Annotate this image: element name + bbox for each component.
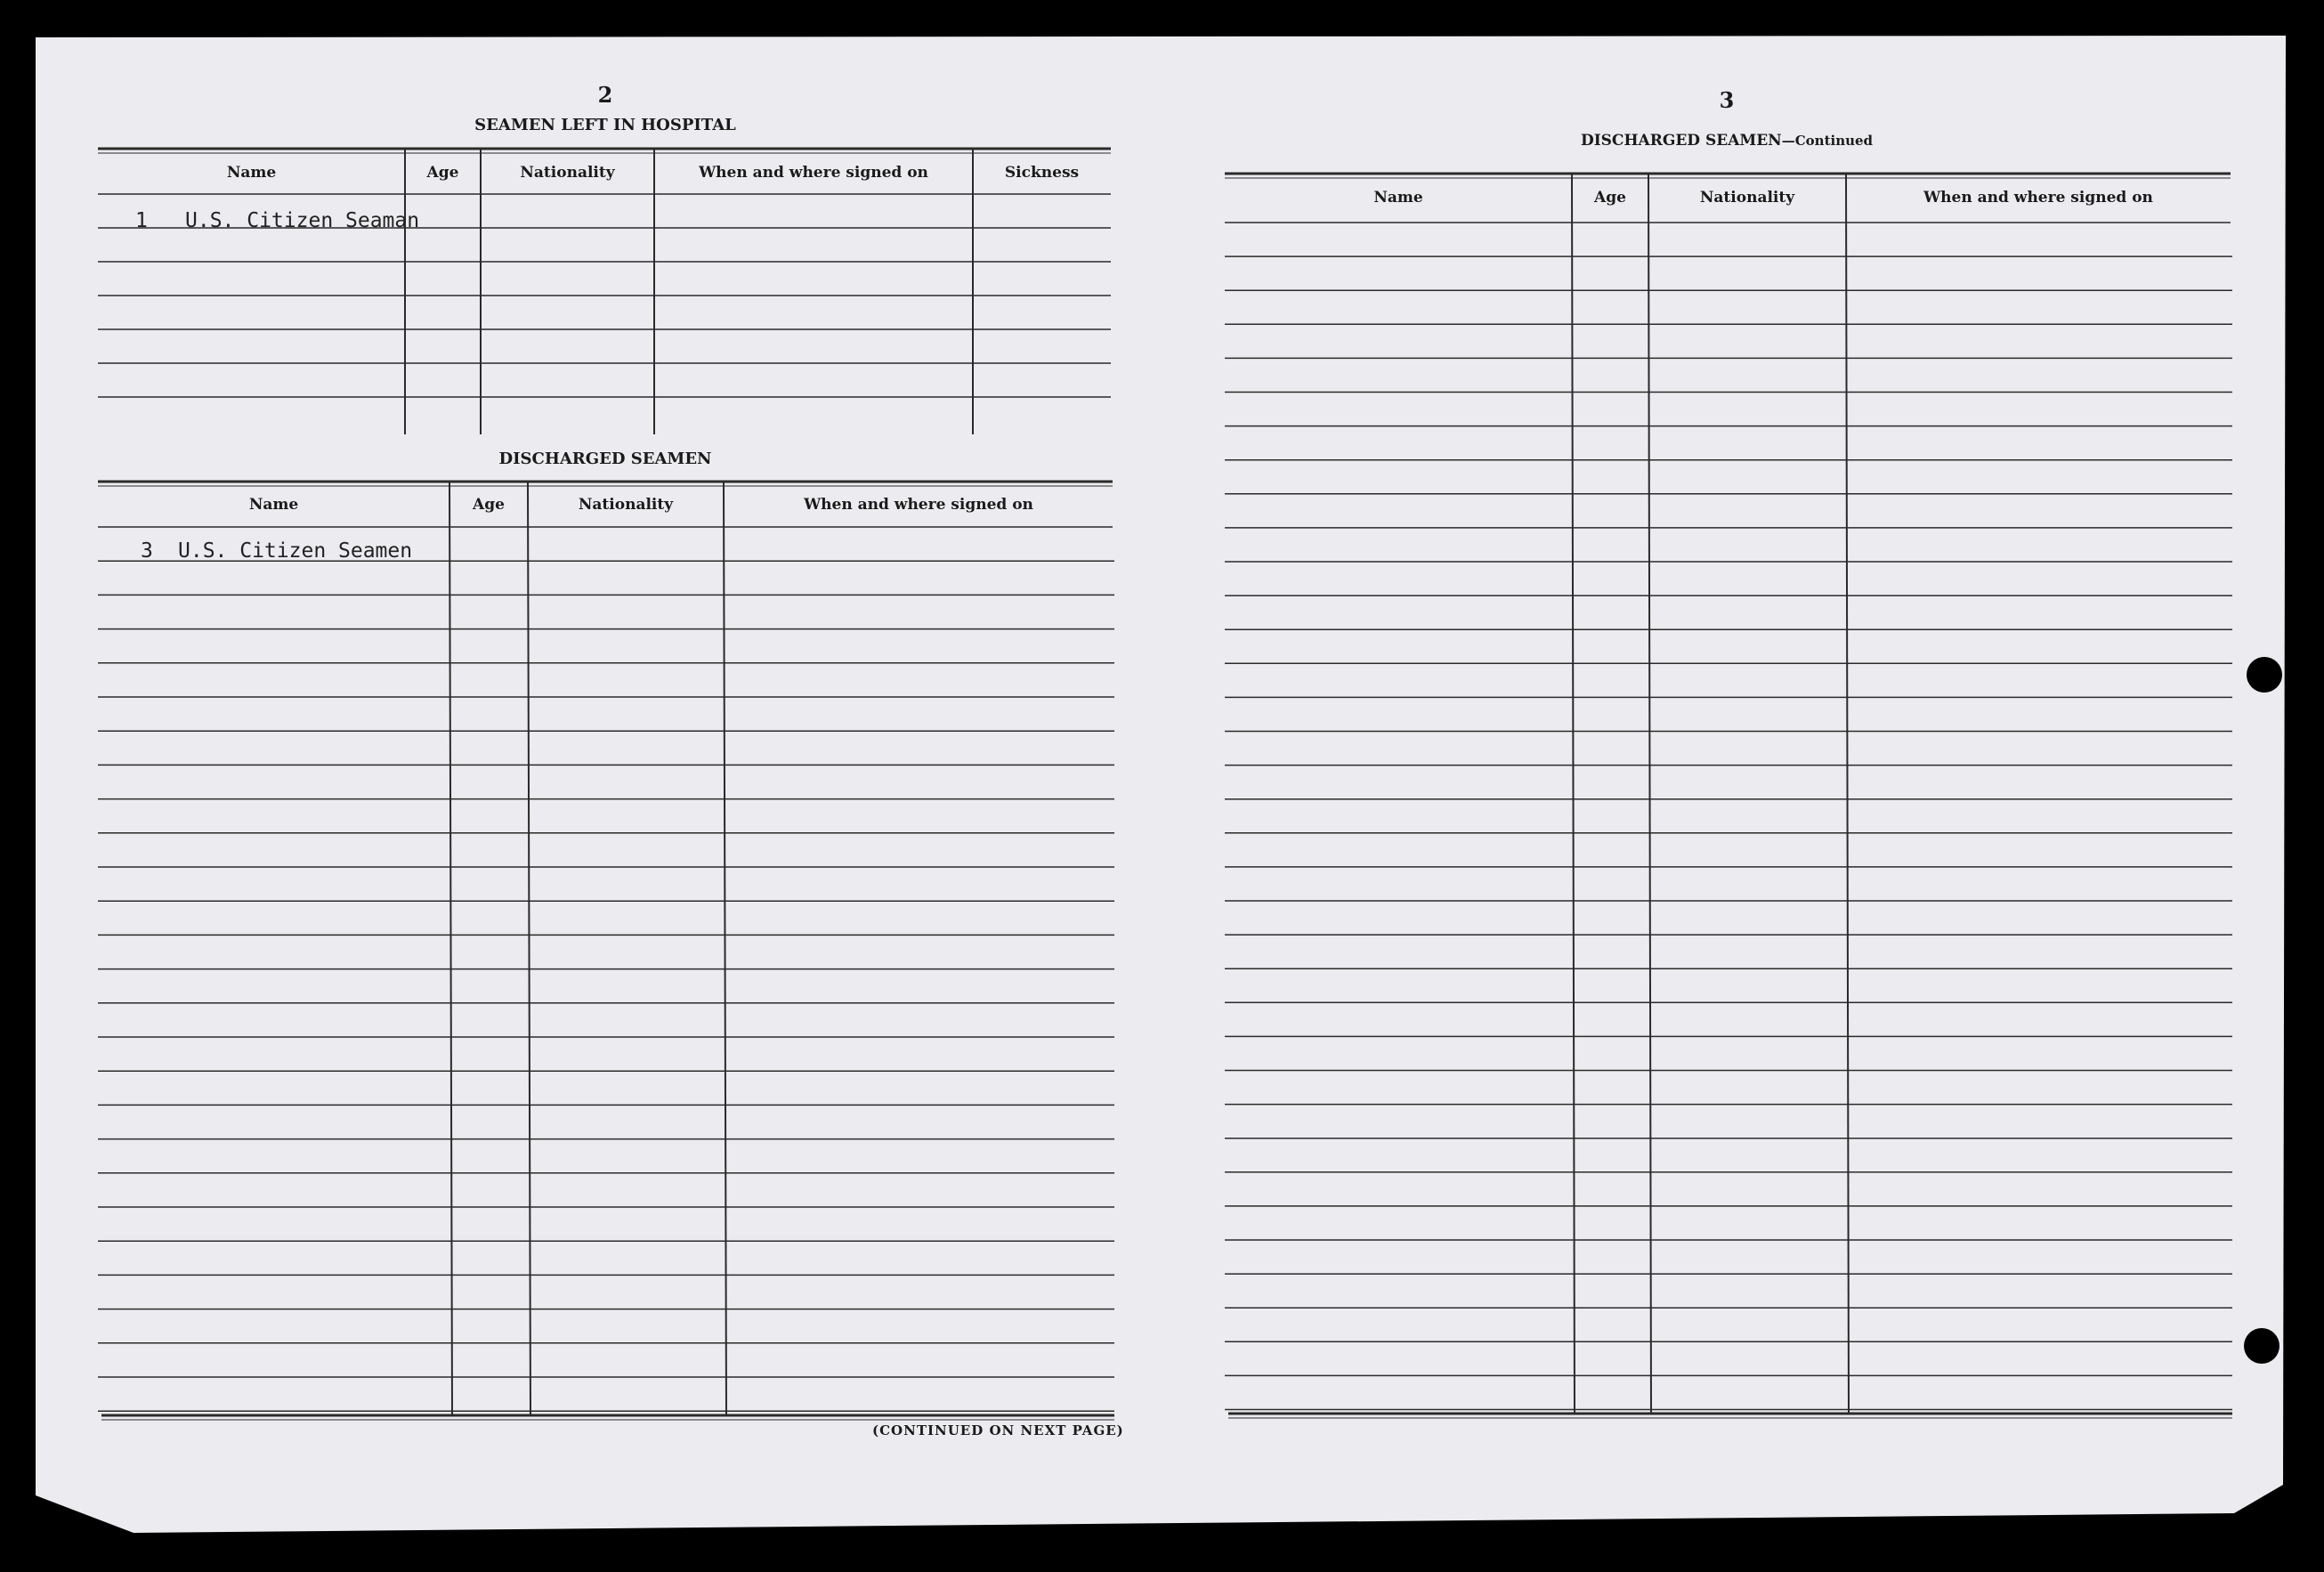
continued-col-nationality: Nationality <box>1699 189 1795 207</box>
continued-col-age: Age <box>1594 189 1626 207</box>
discharged-col-name: Name <box>248 496 299 514</box>
discharged-col-signed-on: When and where signed on <box>804 496 1033 514</box>
hospital-section-title: SEAMEN LEFT IN HOSPITAL <box>474 116 736 134</box>
hospital-col-nationality: Nationality <box>520 164 615 182</box>
page-number-left: 2 <box>597 82 613 108</box>
hospital-col-name: Name <box>226 164 277 182</box>
discharged-col-nationality: Nationality <box>578 496 674 514</box>
page-number-right: 3 <box>1719 87 1735 113</box>
discharged-col-age: Age <box>473 496 505 514</box>
continued-col-name: Name <box>1373 189 1423 207</box>
continued-col-signed-on: When and where signed on <box>1923 189 2153 207</box>
hospital-col-sickness: Sickness <box>1004 164 1080 182</box>
discharged-section-title: DISCHARGED SEAMEN <box>498 450 712 468</box>
hospital-entry-number: 1 <box>135 209 148 232</box>
hospital-entry-name: U.S. Citizen Seaman <box>185 209 420 232</box>
discharged-continued-title <box>1460 132 1994 150</box>
discharged-entry-name: U.S. Citizen Seamen <box>178 539 413 563</box>
hospital-col-signed-on: When and where signed on <box>699 164 928 182</box>
discharged-continued-title-main: DISCHARGED SEAMEN <box>1580 132 1782 150</box>
discharged-entry-number: 3 <box>141 539 153 563</box>
hospital-col-age: Age <box>426 164 459 182</box>
continued-footer: (CONTINUED ON NEXT PAGE) <box>872 1422 1124 1438</box>
discharged-continued-title-suffix: —Continued <box>1781 133 1874 149</box>
